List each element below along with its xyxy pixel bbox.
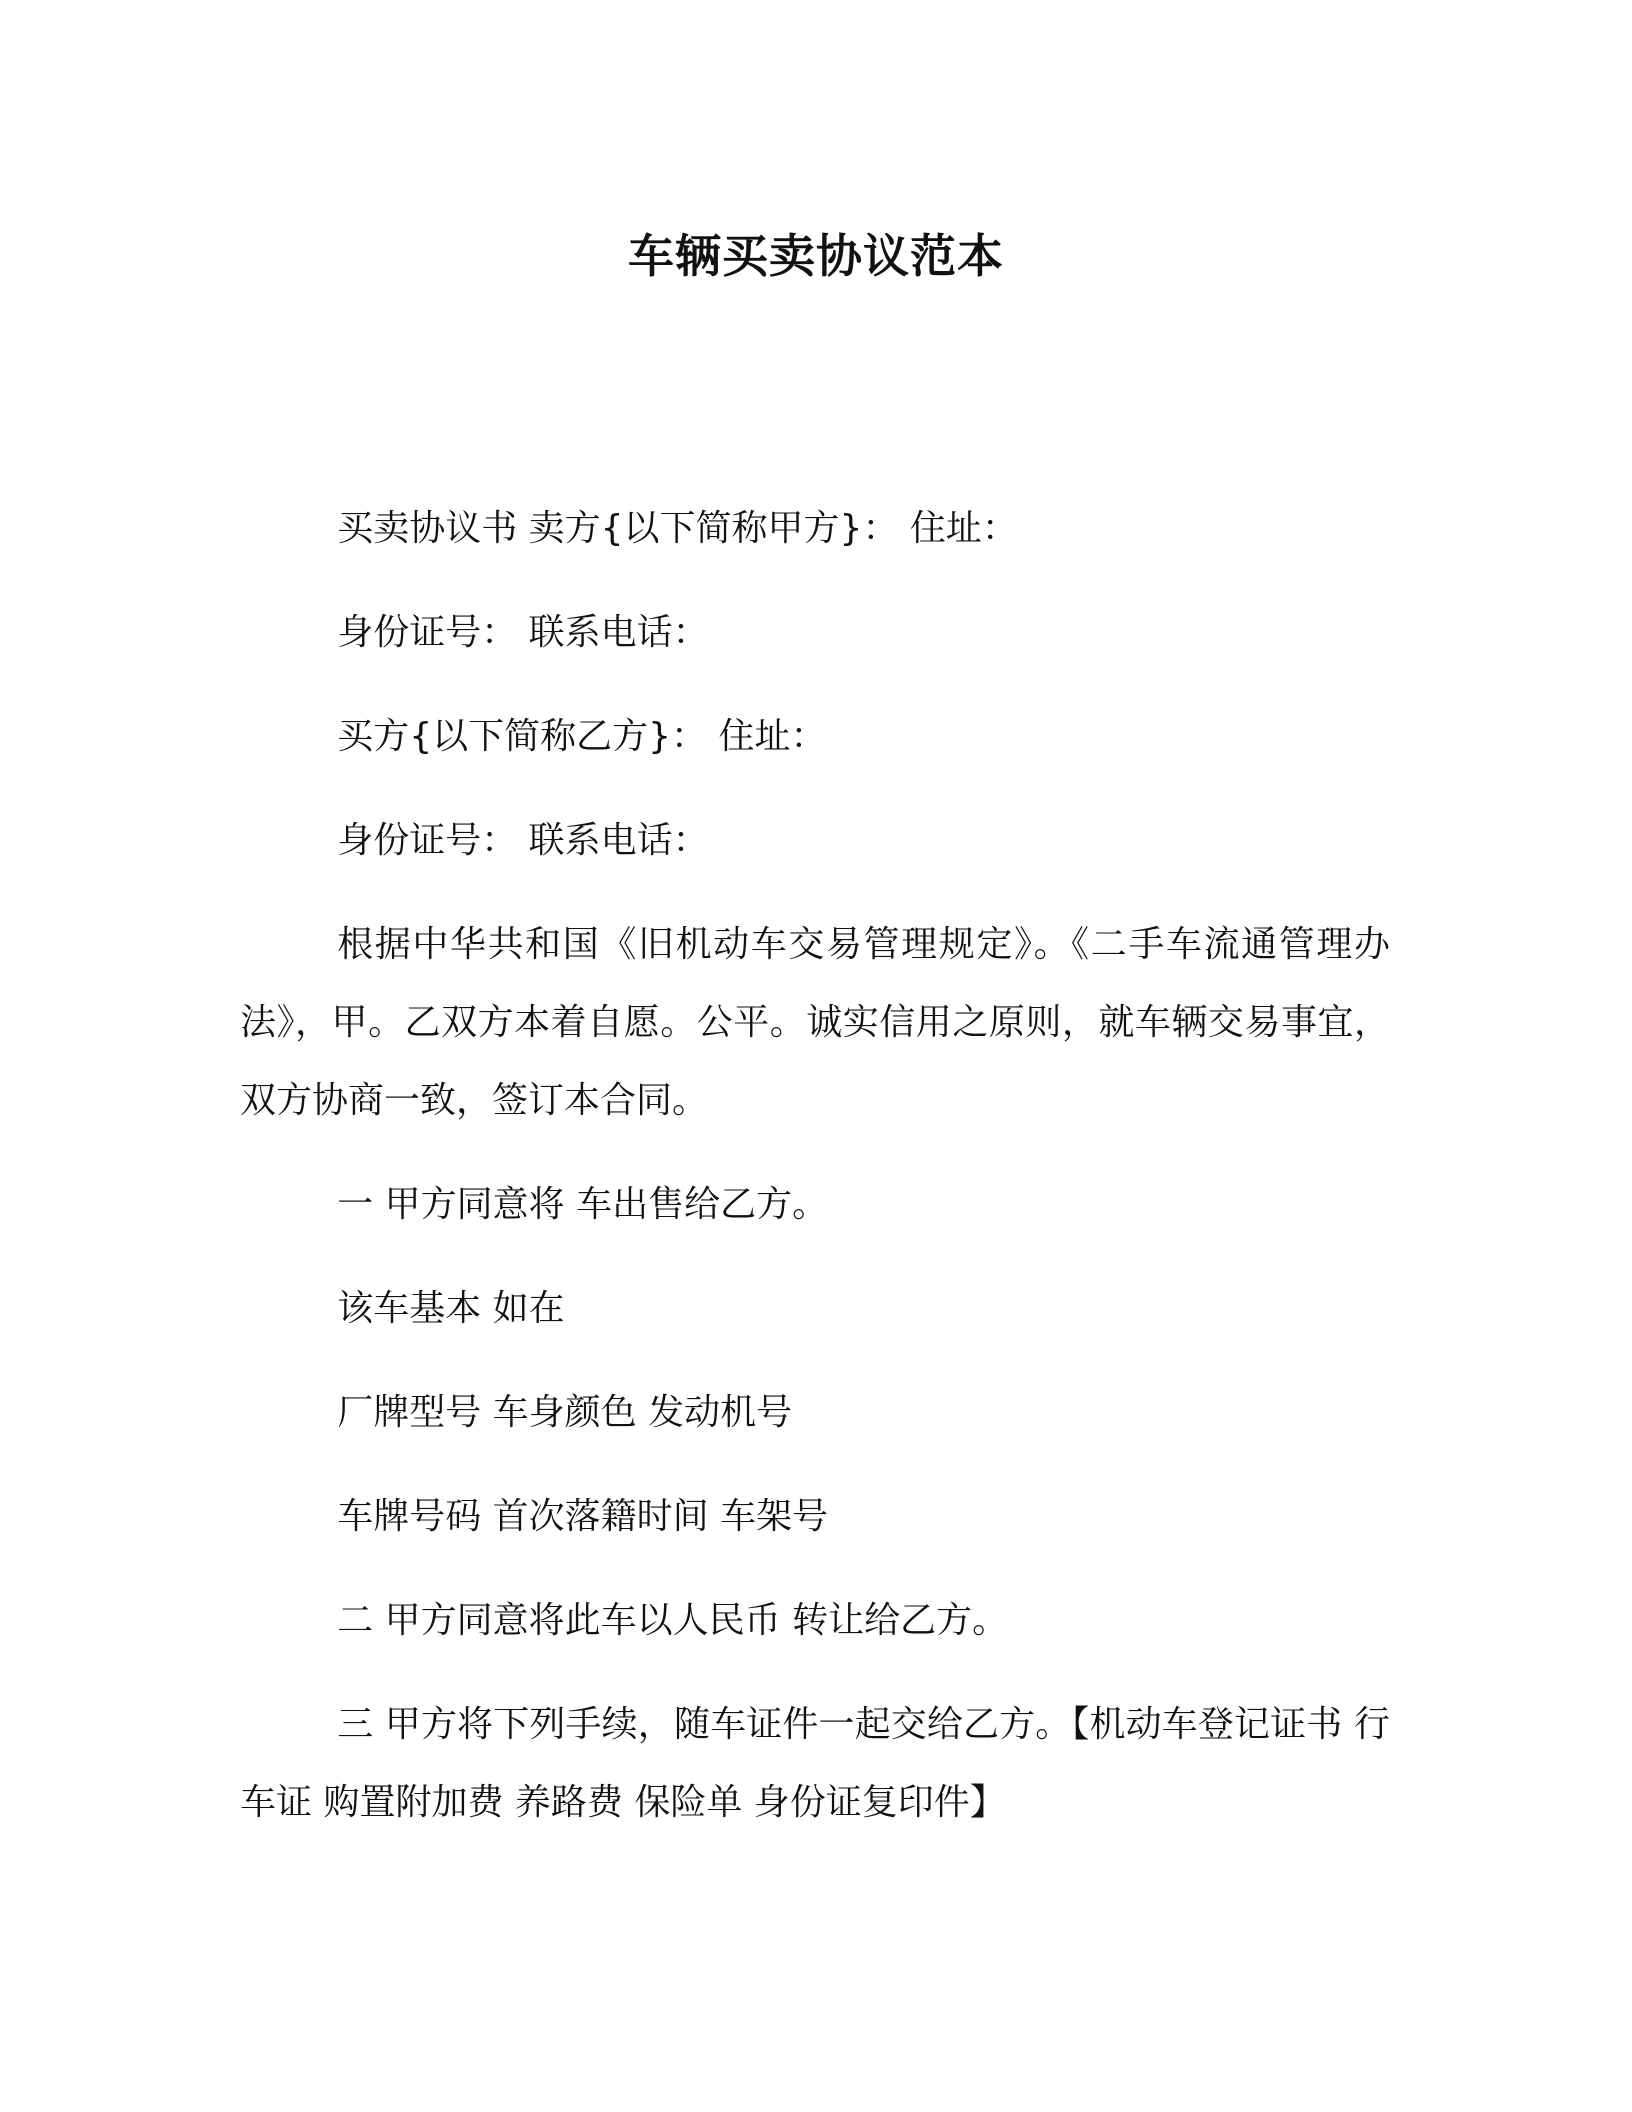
clause-two-paragraph: 二 甲方同意将此车以人民币 转让给乙方。: [337, 1600, 1009, 1641]
clause-three-paragraph: 三 甲方将下列手续，随车证件一起交给乙方。【机动车登记证书 行车证 购置附加费 养路费 保险单 身份证复印件】: [240, 1704, 1390, 1823]
seller-id-paragraph: 身份证号： 联系电话：: [337, 612, 709, 653]
vehicle-plate-paragraph: 车牌号码 首次落籍时间 车架号: [337, 1496, 829, 1537]
document-body: [240, 490, 1390, 1868]
seller-info-paragraph: 买卖协议书 卖方{以下简称甲方}： 住址：: [337, 508, 1018, 549]
vehicle-basics-paragraph: 该车基本 如在: [337, 1288, 565, 1329]
buyer-id-paragraph: 身份证号： 联系电话：: [337, 820, 709, 861]
clause-one-paragraph: 一 甲方同意将 车出售给乙方。: [337, 1184, 829, 1225]
preamble-paragraph: 根据中华共和国《旧机动车交易管理规定》。《二手车流通管理办法》，甲。乙双方本着自愿。公平。诚实信用之原则，就车辆交易事宜，双方协商一致，签订本合同。: [240, 924, 1390, 1121]
vehicle-model-paragraph: 厂牌型号 车身颜色 发动机号: [337, 1392, 793, 1433]
document-title: 车辆买卖协议范本: [628, 229, 1004, 283]
buyer-info-paragraph: 买方{以下简称乙方}： 住址：: [337, 716, 827, 757]
